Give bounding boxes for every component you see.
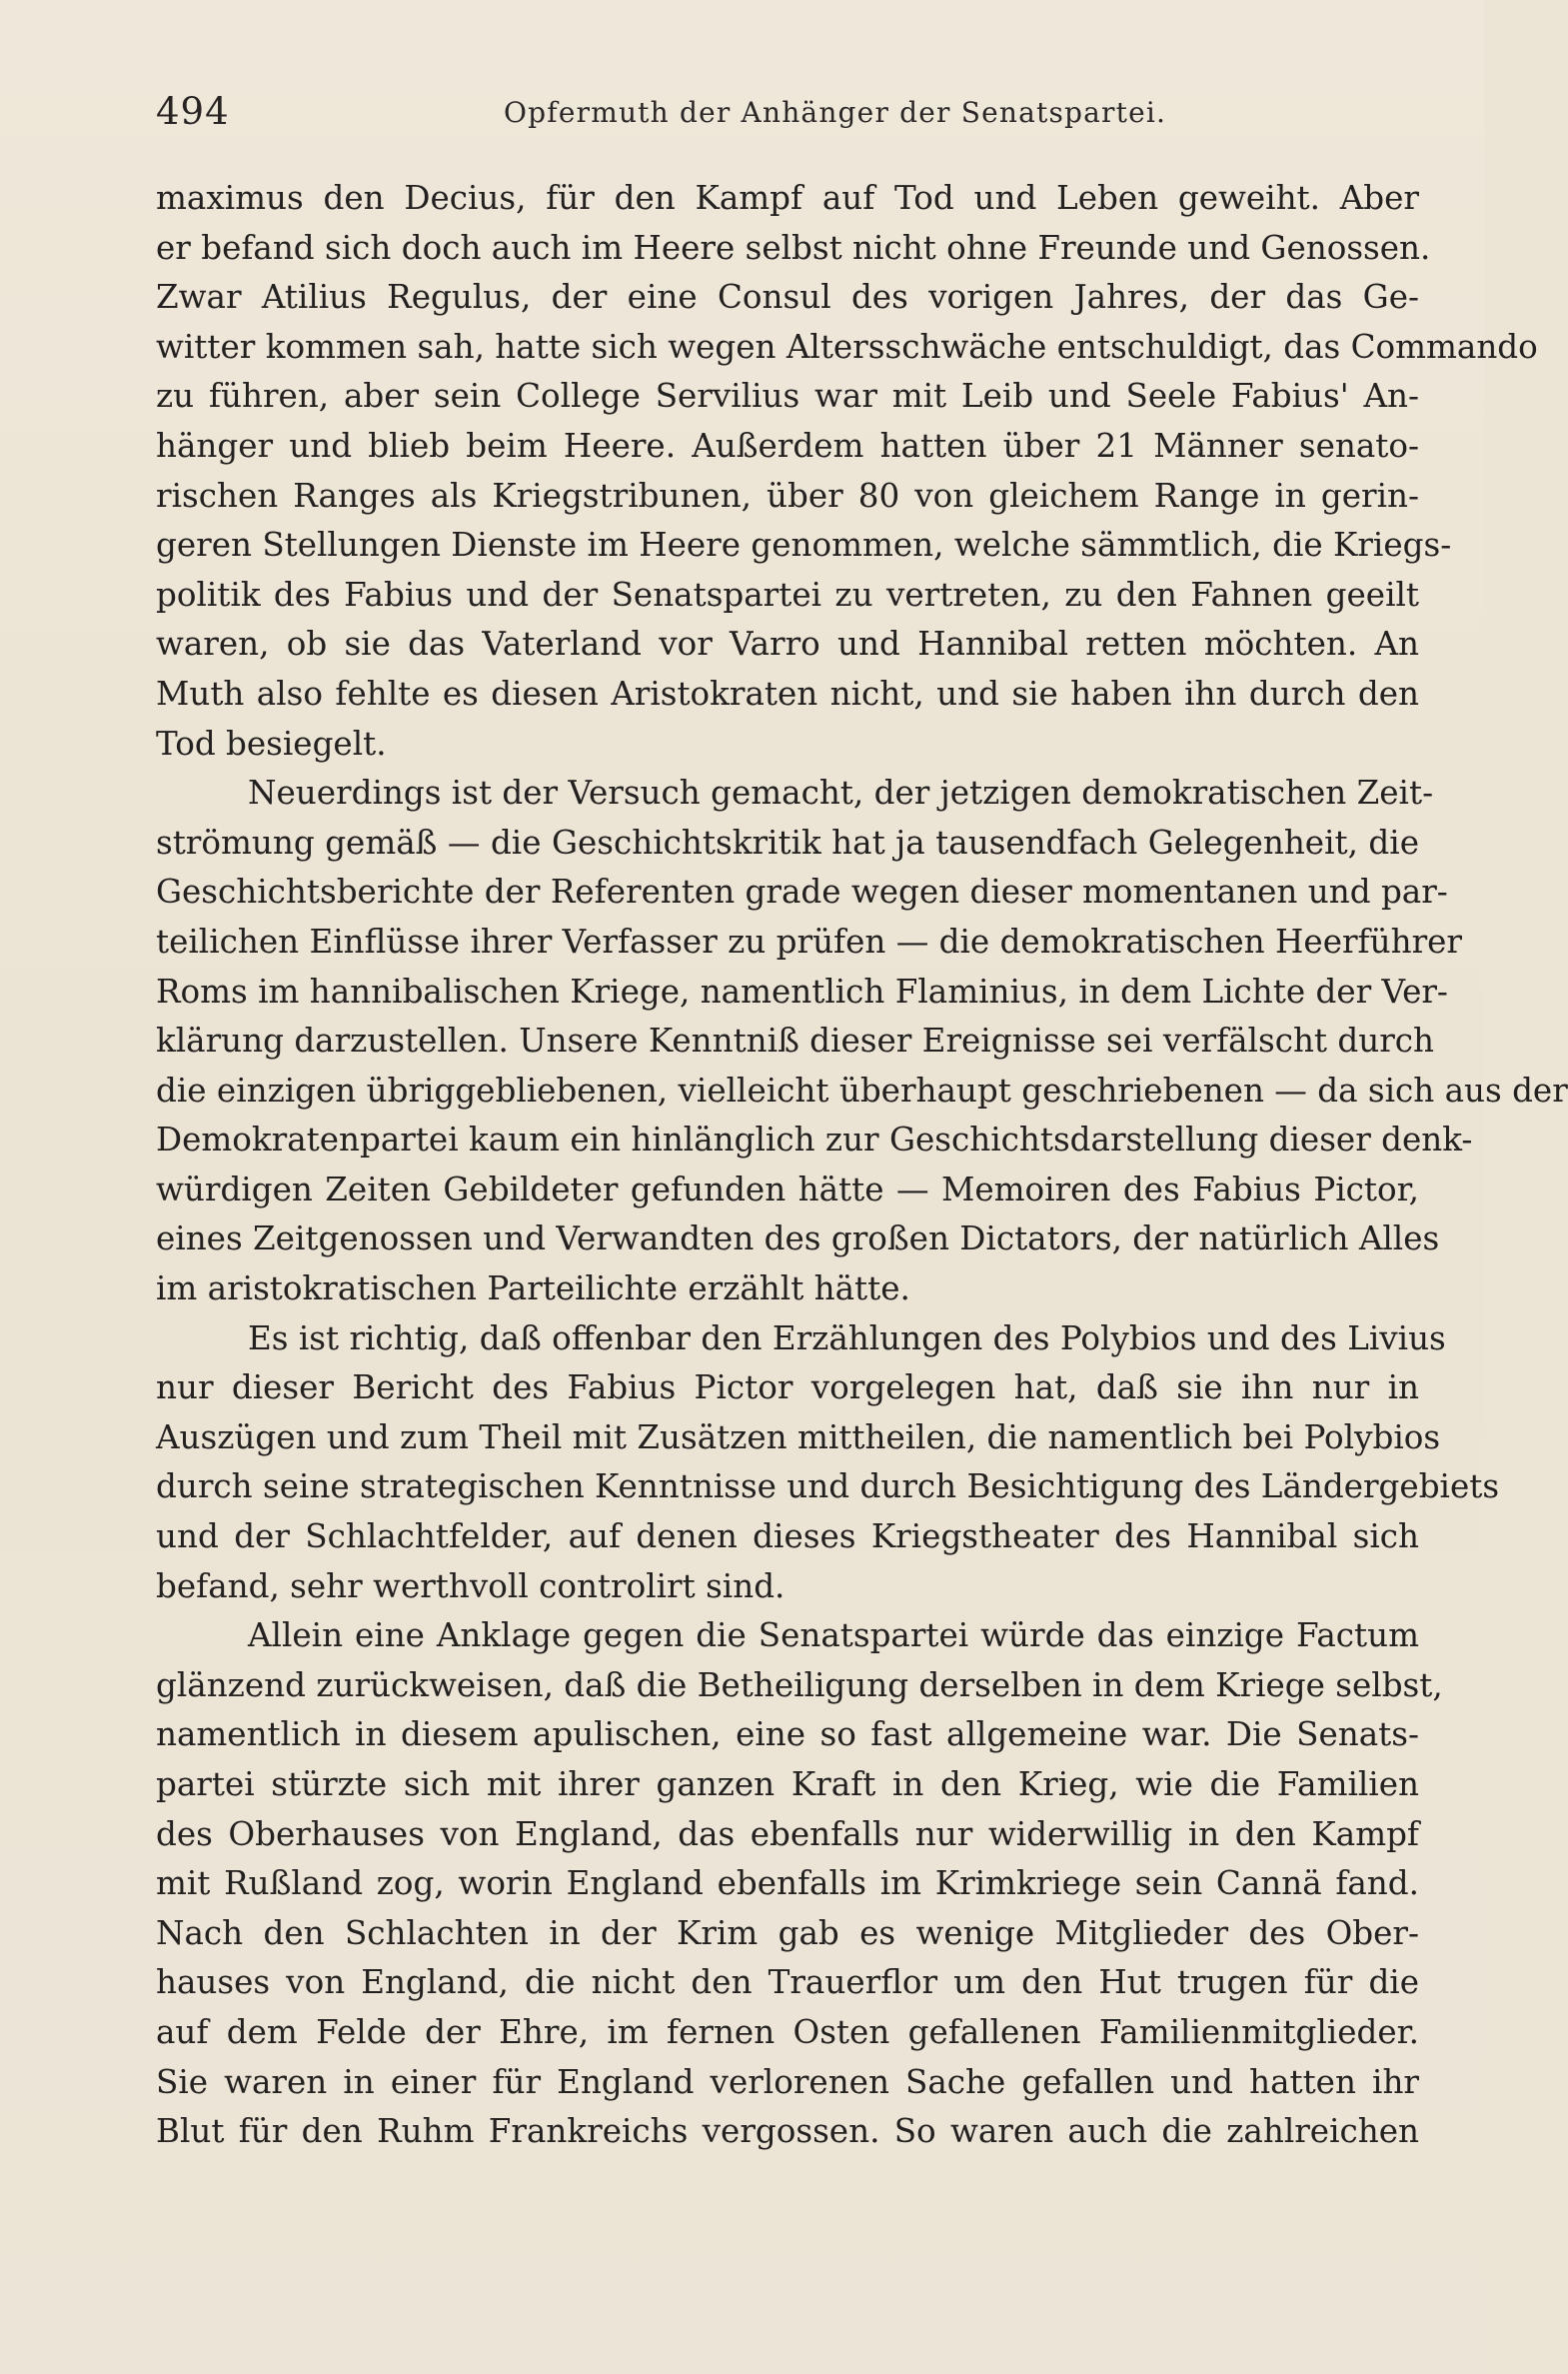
text-line: teilichen Einflüsse ihrer Verfasser zu prüfen — die demokratischen Heerführer (156, 922, 1463, 961)
text-line: Geschichtsberichte der Referenten grade wegen dieser momentanen und par- (156, 873, 1448, 912)
text-line: Nach den Schlachten in der Krim gab es wenige Mitglieder des Ober- (156, 1913, 1419, 1952)
page-header (156, 90, 1367, 146)
text-line: Auszügen und zum Theil mit Zusätzen mittheilen, die namentlich bei Polybios (156, 1417, 1441, 1456)
text-line: befand, sehr werthvoll controlirt sind. (156, 1566, 785, 1605)
text-line: er befand sich doch auch im Heere selbst nicht ohne Freunde und Genossen. (156, 228, 1431, 267)
text-line: Blut für den Ruhm Frankreichs vergossen. So waren auch die zahlreichen (156, 2112, 1419, 2151)
text-line: Sie waren in einer für England verlorenen Sache gefallen und hatten ihr (156, 2062, 1419, 2101)
text-line: waren, ob sie das Vaterland vor Varro und Hannibal retten möchten. An (156, 625, 1419, 664)
text-line: geren Stellungen Dienste im Heere genommen, welche sämmtlich, die Kriegs- (156, 526, 1452, 565)
text-line: glänzend zurückweisen, daß die Betheiligung derselben in dem Kriege selbst, (156, 1665, 1443, 1704)
text-line: witter kommen sah, hatte sich wegen Altersschwäche entschuldigt, das Commando (156, 327, 1538, 366)
text-line: die einzigen übriggebliebenen, vielleicht überhaupt geschriebenen — da sich aus der (156, 1071, 1568, 1110)
text-line: durch seine strategischen Kenntnisse und durch Besichtigung des Ländergebiets (156, 1467, 1500, 1506)
text-line: klärung darzustellen. Unsere Kenntniß dieser Ereignisse sei verfälscht durch (156, 1022, 1435, 1061)
text-line: maximus den Decius, für den Kampf auf Tod und Leben geweiht. Aber (156, 179, 1419, 217)
text-line: Tod besiegelt. (156, 724, 387, 763)
text-line: partei stürzte sich mit ihrer ganzen Kraft in den Krieg, wie die Familien (156, 1765, 1419, 1803)
text-line: auf dem Felde der Ehre, im fernen Osten gefallenen Familienmitglieder. (156, 2012, 1419, 2051)
text-line: politik des Fabius und der Senatspartei zu vertreten, zu den Fahnen geeilt (156, 575, 1419, 614)
text-line: im aristokratischen Parteilichte erzählt hätte. (156, 1269, 910, 1308)
text-line: hauses von England, die nicht den Trauerflor um den Hut trugen für die (156, 1963, 1419, 2002)
text-line: Zwar Atilius Regulus, der eine Consul des vorigen Jahres, der das Ge- (156, 278, 1419, 317)
text-line: hänger und blieb beim Heere. Außerdem hatten über 21 Männer senato- (156, 426, 1419, 465)
text-line: Muth also fehlte es diesen Aristokraten nicht, und sie haben ihn durch den (156, 674, 1419, 713)
text-line: namentlich in diesem apulischen, eine so fast allgemeine war. Die Senats- (156, 1715, 1419, 1754)
text-line: Roms im hannibalischen Kriege, namentlich Flaminius, in dem Lichte der Ver- (156, 972, 1448, 1011)
text-line: Es ist richtig, daß offenbar den Erzählungen des Polybios und des Livius (248, 1318, 1446, 1357)
running-title: Opfermuth der Anhänger der Senatspartei. (504, 96, 1167, 129)
text-line: würdigen Zeiten Gebildeter gefunden hätte — Memoiren des Fabius Pictor, (156, 1170, 1419, 1208)
text-line: mit Rußland zog, worin England ebenfalls im Krimkriege sein Cannä fand. (156, 1864, 1419, 1903)
text-line: zu führen, aber sein College Servilius war mit Leib und Seele Fabius' An- (156, 377, 1419, 416)
body-text (156, 174, 1568, 2157)
text-line: Demokratenpartei kaum ein hinlänglich zur Geschichtsdarstellung dieser denk- (156, 1121, 1473, 1160)
text-line: Neuerdings ist der Versuch gemacht, der jetzigen demokratischen Zeit- (248, 774, 1434, 813)
page-number: 494 (156, 90, 230, 133)
text-line: rischen Ranges als Kriegstribunen, über 80 von gleichem Range in gerin- (156, 476, 1419, 515)
text-line: nur dieser Bericht des Fabius Pictor vorgelegen hat, daß sie ihn nur in (156, 1368, 1419, 1407)
text-line: Allein eine Anklage gegen die Senatspartei würde das einzige Factum (248, 1616, 1419, 1655)
text-line: strömung gemäß — die Geschichtskritik hat ja tausendfach Gelegenheit, die (156, 823, 1419, 862)
text-line: und der Schlachtfelder, auf denen dieses Kriegstheater des Hannibal sich (156, 1517, 1419, 1556)
text-line: eines Zeitgenossen und Verwandten des großen Dictators, der natürlich Alles (156, 1219, 1440, 1258)
text-line: des Oberhauses von England, das ebenfalls nur widerwillig in den Kampf (156, 1814, 1419, 1853)
